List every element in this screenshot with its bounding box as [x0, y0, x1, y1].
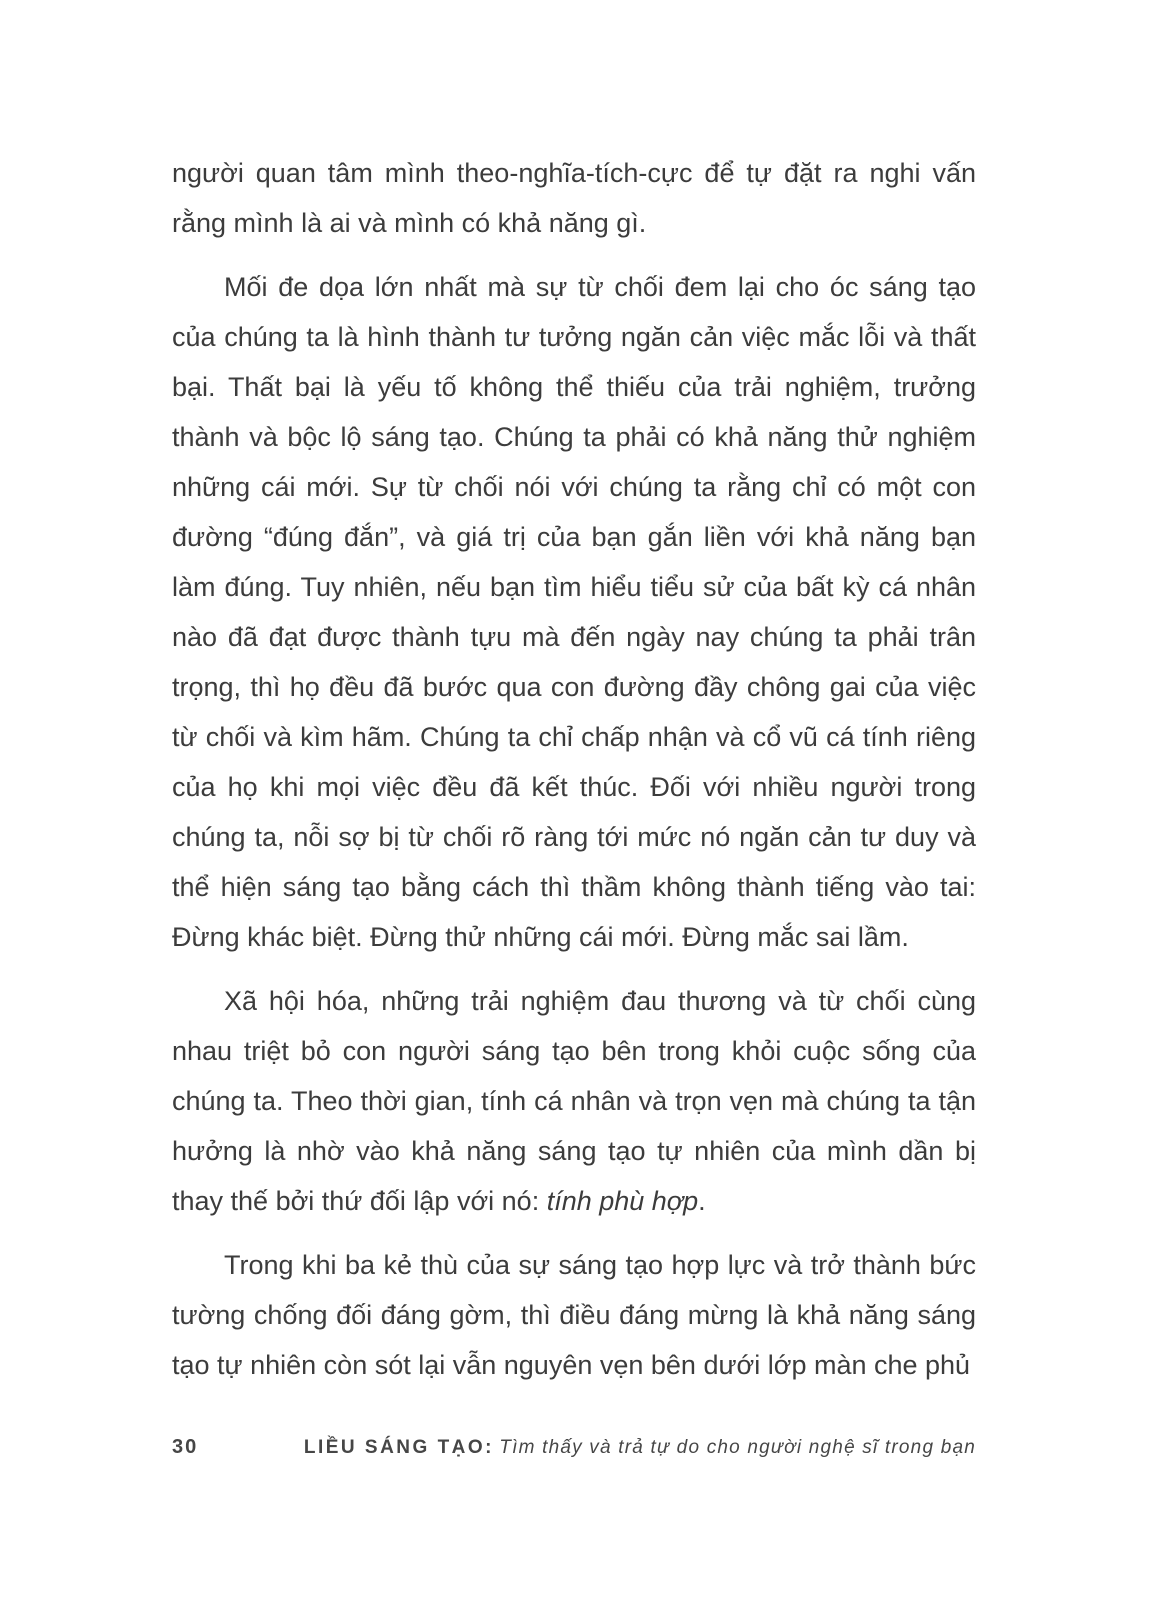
paragraph — [172, 976, 976, 1226]
paragraph: người quan tâm mình theo-nghĩa-tích-cực để tự đặt ra nghi vấn rằng mình là ai và mình có khả năng gì. — [172, 158, 976, 238]
page-footer — [172, 1436, 976, 1459]
paragraph: Trong khi ba kẻ thù của sự sáng tạo hợp lực và trở thành bức tường chống đối đáng gờm, thì điều đáng mừng là khả năng sáng tạo tự nhiên còn sót lại vẫn nguyên vẹn bên dưới lớp màn che phủ — [172, 1250, 976, 1380]
paragraph-text: Xã hội hóa, những trải nghiệm đau thương và từ chối cùng nhau triệt bỏ con người sáng tạo bên trong khỏi cuộc sống của chúng ta. Theo thời gian, tính cá nhân và trọn vẹn mà chúng ta tận hưởng là nhờ vào khả năng sáng tạo tự nhiên của mình dần bị thay thế bởi thứ đối lập với nó: — [172, 986, 976, 1216]
paragraph: Mối đe dọa lớn nhất mà sự từ chối đem lại cho óc sáng tạo của chúng ta là hình thành tư tưởng ngăn cản việc mắc lỗi và thất bại. Thất bại là yếu tố không thể thiếu của trải nghiệm, trưởng thành và bộc lộ sáng tạo. Chúng ta phải có khả năng thử nghiệm những cái mới. Sự từ chối nói với chúng ta rằng chỉ có một con đường “đúng đắn”, và giá trị của bạn gắn liền với khả năng bạn làm đúng. Tuy nhiên, nếu bạn tìm hiểu tiểu sử của bất kỳ cá nhân nào đã đạt được thành tựu mà đến ngày nay chúng ta phải trân trọng, thì họ đều đã bước qua con đường đầy chông gai của việc từ chối và kìm hãm. Chúng ta chỉ chấp nhận và cổ vũ cá tính riêng của họ khi mọi việc đều đã kết thúc. Đối với nhiều người trong chúng ta, nỗi sợ bị từ chối rõ ràng tới mức nó ngăn cản tư duy và thể hiện sáng tạo bằng cách thì thầm không thành tiếng vào tai: Đừng khác biệt. Đừng thử những cái mới. Đừng mắc sai lầm. — [172, 272, 976, 952]
book-subtitle: Tìm thấy và trả tự do cho người nghệ sĩ trong bạn — [499, 1437, 976, 1458]
italic-phrase: tính phù hợp — [546, 1186, 699, 1216]
paragraph-text: . — [698, 1186, 706, 1216]
running-title — [304, 1437, 976, 1459]
page-body-text — [172, 148, 976, 1404]
page-number: 30 — [172, 1436, 199, 1458]
series-title: LIỀU SÁNG TẠO: — [303, 1437, 495, 1458]
